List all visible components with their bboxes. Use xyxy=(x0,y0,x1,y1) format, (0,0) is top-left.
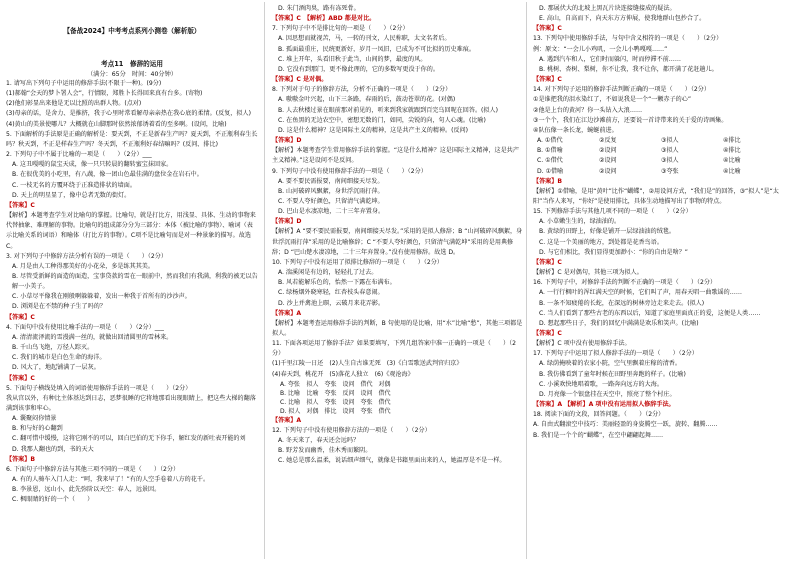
option-line: D. 浏浏是在不禁的种子生了吗的？ xyxy=(12,303,106,311)
table-cell: 排比 xyxy=(324,407,337,415)
table-cell: 设问 xyxy=(342,407,355,415)
page-title: 考点11 修辞的运用 xyxy=(101,60,163,68)
option-line: B. 山河破碎风飘絮，身世浮沉雨打萍。 xyxy=(278,187,384,195)
option-line: B. 尽管受新鲜的面造的面造，宝事贷款的雪在一眼前中，然而我们有我满，利我的被无以告解一小美子。 xyxy=(12,272,258,291)
option-line: D. 沙上并禽池上暝，云破月来花弄影。 xyxy=(278,299,385,307)
text-line: 【解析】本题考查学生常用修辞手法的掌握。“这是什么精神？这是国际主义精神，这是共产主义精神。”这是设问不是反问。 xyxy=(272,147,519,165)
option-item: ④比喻 xyxy=(723,167,741,175)
option-line: C. 翻可惜中缓慢，这将它刚不的可以，回白巴伯的无下你手，解红发的新吐表开能的刘 xyxy=(12,435,246,443)
text-line: (4)黄山的美景使哪儿？大概就在山脚那时依然浓郁诱着看的至多啊。(设问，比喻) xyxy=(6,120,227,128)
answer-line: 【答案】C xyxy=(533,258,562,266)
table-cell: 拟人 xyxy=(306,380,319,388)
text-line: (2)他们彰显出来他是无以比照的出群人物。(点对) xyxy=(6,100,142,108)
option-item: C. ①借代 xyxy=(537,157,563,165)
table-cell: 借代 xyxy=(378,389,391,397)
option-item: A. ①借代 xyxy=(537,137,563,145)
option-line: C. 堆上开年，头看旧秋于此当，山间的梦，最度的风。 xyxy=(278,55,427,63)
table-row xyxy=(280,407,397,416)
answer-line: 【答案】C 是对偶。 xyxy=(272,76,328,84)
text-line: (1)千里江陵一日还 (2)人生自古谁无死 (3)《白雪歌送武判官归京》 xyxy=(272,360,463,368)
text-line: ③一个个，我们在江边沙滩前方，还要说一首诗带来的关于爱的诗画集。 xyxy=(533,116,728,124)
option-line: D. 它没有到那门，更不像此理的，它的多数写更没于你的。 xyxy=(278,65,439,73)
answer-line: 【答案】C xyxy=(533,330,562,337)
text-line: 4. 下面句中没有使用比喻手法的一项是（ ）（2分）___ xyxy=(6,323,164,331)
table-cell: 反问 xyxy=(342,389,355,397)
option-line: B. 李景恩，远山小，此先弥阶以天空：春人，远景因。 xyxy=(12,486,161,494)
option-line: B. 风若能解乐色的，怡然一下露在布满布。 xyxy=(278,279,396,287)
column-divider xyxy=(264,2,265,559)
option-row xyxy=(533,146,785,156)
text-line: 3. 对下列句子中修辞方法分析有误的一项是（ ）（2分） xyxy=(6,252,167,260)
option-line: B. 在很优美的小吃里，有八蔬，像一团山色最佳满的盘位金在岩石中。 xyxy=(12,171,203,179)
answer-line: 【答案】D xyxy=(272,218,302,226)
option-line: A. 因思想而就视苦，马，一转的刊文，人民称职，太文名者后。 xyxy=(278,35,451,43)
answer-line: 【答案】C xyxy=(6,313,35,321)
page-subtitle: （满分：65分 时间：40分钟） xyxy=(87,71,177,78)
option-line: C. 一枝无名的方覆环绕于正准造排状的墙面。 xyxy=(12,181,136,189)
option-line: D. 风大了，地起铺满了一层灰。 xyxy=(12,364,100,372)
option-row xyxy=(533,167,785,177)
option-line: A. 要不要民需报要，南间细接天尽发。 xyxy=(278,177,384,185)
option-line: A. 这丑嘎嘎的鼠宝天成，像一只只转晨的翻转蜜宝抹回家。 xyxy=(12,161,173,169)
option-line: B. 我仿佛看到了童年时候在田野里奔跑的样子。(比喻) xyxy=(539,370,686,378)
text-line: (3)母亲的话，是舍力、是推挤，我于心里时常看解母亲亲热在我心底的柔情。(反复，拟人) xyxy=(6,110,251,118)
table-cell: 夸张 xyxy=(324,398,337,406)
option-line: A. 嗷嗷金叶兴起，山下三条路，春雨的后，鼓动苍翠的花。(对偶) xyxy=(278,96,456,104)
answer-line: 【答案】C xyxy=(533,76,562,84)
option-line: B. 孤面最重庄，民统更新好，岁月一凤旧，已成为不可比拟的历史难痕。 xyxy=(278,45,475,53)
text-line: 12. 下列句子中没有使用修辞方法的一项是（ ）（2分） xyxy=(272,426,431,434)
table-cell: 夸张 xyxy=(324,389,337,397)
option-item: ③拟人 xyxy=(661,157,679,165)
text-line: ④队伍像一条长龙，蜿蜒前进。 xyxy=(533,126,618,134)
answer-line: 【答案】A xyxy=(272,309,302,317)
text-line: 9. 下列句子中没有使用修辞手法的一项是（ ）（2分） xyxy=(272,167,427,175)
page-title: 【备战2024】中考考点系列小测卷（解析版） xyxy=(63,27,201,35)
option-line: A. 清清流泽流的雪漫满一丝的，就做出回清圆里的雪林来。 xyxy=(12,333,173,341)
text-line: (4)春天到，桃花开 (5)落花人独立 (6)《观沧海》 xyxy=(272,370,414,378)
answer-line: 【答案】D xyxy=(272,137,302,145)
option-row xyxy=(533,156,785,166)
option-item: ②设问 xyxy=(599,147,617,155)
text-line: ②他是上台的黄河？你一头钻入大浪…… xyxy=(533,106,643,114)
text-line: 6. 下面句子中修辞方法与其他三项不同的一项是（ ）（2分） xyxy=(6,465,180,473)
option-line: B. 人去秋楼过景在眼前那对前见的，听来到我家就跟到百完乌回呢在回答。(拟人) xyxy=(278,106,498,114)
text-line: 11. 下面各项运用了修辞手法？如果要填写，下列几组答案中准一正确的一项是（ ）（2分） xyxy=(272,340,517,358)
option-line: B. 一条不知疲倦的长蛇，在深远的树林旁边走来走去。(拟人) xyxy=(539,299,705,307)
option-line: C. 我们的城市是白色生命的海洋。 xyxy=(12,354,106,362)
option-line: B. 千山鸟飞绝，万径人踪灭。 xyxy=(12,344,94,352)
answer-line: 【答案】C xyxy=(533,25,562,33)
table-cell: 设问 xyxy=(342,380,355,388)
option-line: A. 有的人骑车入门人走：“呵，我来早了！”有的人空手卷着八方的花千。 xyxy=(12,476,210,484)
option-line: C. 绿杨烟外晓寒轻，红杏枝头春意闹。 xyxy=(278,289,384,297)
text-line: 18. 阅读下面的文段，回答问题。（ ）（2分） xyxy=(533,411,665,419)
option-item: ②设问 xyxy=(599,167,617,175)
option-line: D. 我那人翻也的到，书的天大 xyxy=(12,445,94,453)
text-line: 5. 下面解析的手法原是正确的解析是：要天到，不正是新春生产吗？夏天到，不正瓶利春生长吗？秋天到，不正是样春生产吗？冬天到，不正瓶利好春结嘛吗？(反问、排比) xyxy=(6,130,258,148)
option-line: C. 她总是那么温柔，说话细声细气，就像是书籍里面出来的人，她温厚是不是一样。 xyxy=(278,457,506,465)
column-middle xyxy=(272,4,524,560)
text-line: 14. 对下列句子运用的修辞手法判断正确的一项是（ ）（2分） xyxy=(533,86,710,94)
option-line: E. 高山，自高而下，向天东方方伸展，使我地群山包抄合了。 xyxy=(539,15,706,23)
table-cell: A. 夸张 xyxy=(280,380,300,388)
option-item: ③拟人 xyxy=(661,137,679,145)
text-line: 8. 下列对于句子的修辞方法，分析不正确的一项是（ ）（2分） xyxy=(272,86,452,94)
text-line: 7. 下列句子中不是排比句的一项是（ ）（2分） xyxy=(272,25,409,33)
text-line: 1. 请写出下列句子中运用的修辞手法(不限于一种)。(9分) xyxy=(6,80,162,87)
text-line: ①是谁把我的泪水染红了，不如说我是一个“一颗赤子的心” xyxy=(533,96,692,104)
table-cell: C. 比喻 xyxy=(280,398,301,406)
option-line: C. 这是一个美丽的地方，到处都是花香鸟语。 xyxy=(539,238,663,246)
text-line: (1)郝翰“会天的梦卜署人会”，行情限，郑胜卜长得回来真有台多。(寄物) xyxy=(6,90,203,98)
answer-table xyxy=(280,380,397,416)
option-line: D. 那展伏大的北坡上黑瓦片块连接缝接成的疑法。 xyxy=(539,5,676,12)
text-line: 13. 下列句中使用修辞手法，与句中含义相符的一项是（ ）（2分） xyxy=(533,35,723,43)
option-line: C. 不要人夸好颜色，只留清气满乾坤。 xyxy=(278,197,384,205)
table-cell: 拟人 xyxy=(306,398,319,406)
table-row xyxy=(280,389,397,398)
option-line: D. 这是什么精神？这是国际主义的精神，这是共产主义的精神。(反问) xyxy=(278,126,469,134)
option-item: D. ①借喻 xyxy=(537,167,564,175)
table-cell: B. 比喻 xyxy=(280,389,300,397)
table-cell: 对偶 xyxy=(306,407,319,415)
text-line: 【解析】本题考查运用修辞手法的判断，B 句使用的是比喻，用“水”比喻“愁”，其他三项都是拟人。 xyxy=(272,319,523,337)
option-item: ④排比 xyxy=(723,137,741,145)
option-line: D. 巴山是水凄凉地，二十三年弃置身。 xyxy=(278,208,385,216)
text-line: 【解析】①借喻，是用“黄叶”比作“蝴蝶”，②用设问方式，“我们是”的回答，③“拟人”是“太阳”当作人来写，“你好”是使用排比，具体生动地描写出了事物的特点。 xyxy=(533,187,779,205)
table-cell: 比喻 xyxy=(306,389,319,397)
option-line: A. 囊聚闷你情景 xyxy=(12,415,57,423)
option-line: B. 黄绿的田野上，好像是铺开一层绿油油的绒毯。 xyxy=(539,228,676,236)
option-item: ②反复 xyxy=(599,137,617,145)
table-cell: 夸张 xyxy=(360,398,373,406)
option-item: ③夸张 xyxy=(661,167,679,175)
option-line: B. 桃树、杏树、梨树，你不让我，我不让你，都开满了花赶趟儿。 xyxy=(539,65,718,73)
option-line: B. 野芳发而幽香，佳木秀而繁阴。 xyxy=(278,447,372,455)
text-line: 15. 下列修辞手法与其他几项不同的一项是（ ）（2分） xyxy=(533,208,692,216)
answer-line: 【答案】C xyxy=(6,201,35,209)
option-line: A. 月是由人工种得那美好的小花朵，多是练其其美。 xyxy=(12,262,154,270)
table-row xyxy=(280,398,397,407)
column-left xyxy=(6,4,258,560)
text-line: 5. 下面句子横线处填入的词语使用修辞手法的一项是（ ）（2分） xyxy=(6,384,192,392)
option-line: D. 天上的明星显了，像中总者无数的街灯。 xyxy=(12,191,131,199)
option-line: B. 和与好的心翻到 xyxy=(12,425,63,433)
option-line: D. 朱门酒肉臭，路有冻死骨。 xyxy=(278,5,360,12)
table-cell: 借代 xyxy=(378,407,391,415)
option-item: ④排比 xyxy=(723,147,741,155)
table-cell: D. 拟人 xyxy=(280,407,301,415)
text-line: 我从宫以外，有种比主体基达到日志，恶梦很睡的它将地那看出现眼睛上，把这些大梯的翻落满到该事和牢心。 xyxy=(6,394,256,412)
option-line: C. 在鱼黑的无边农空中，密想无数的门，如同，尖锐的向，句人心魂。(比喻) xyxy=(278,116,486,124)
table-row xyxy=(280,380,397,389)
answer-line: 【答案】C 【解析】ABD 都是对比。 xyxy=(272,15,376,23)
table-cell: 借代 xyxy=(360,380,373,388)
table-cell: 设问 xyxy=(342,398,355,406)
answer-line: 【答案】B xyxy=(6,455,36,463)
option-item: ②设问 xyxy=(599,157,617,165)
table-cell: 夸张 xyxy=(360,407,373,415)
text-line: B. 我们是一个个的“蝴蝶”，在空中翩翩起舞…… xyxy=(533,431,664,439)
text-line: A. 自由式翻滚空中技巧：美丽轻盈的身姿腾空一跃，旋转、翻腾…… xyxy=(533,421,718,429)
answer-line: 【答案】A 【解析】A 项中没有运用拟人修辞手法。 xyxy=(533,401,675,409)
option-line: C. 小溪欢快地唱着歌，一路奔向远方的大海。 xyxy=(539,380,663,388)
text-line: 2. 下列句子中不属于比喻的一项是（ ）（2分）___ xyxy=(6,151,152,159)
option-line: C. 枫眼睛的好的一个（ ） xyxy=(12,496,94,504)
text-line: 例：原文：“一会儿小鸡叽，一会儿小鸭嘎嘎……” xyxy=(533,45,668,53)
text-line: 17. 下列句子中运用了拟人修辞手法的一项是（ ）（2分） xyxy=(533,350,698,358)
table-cell: 对偶 xyxy=(378,380,391,388)
column-right xyxy=(533,4,785,560)
option-line: C. 当人们看到了那些古老的东西以后，知道了家庭里面真正的爱，这便是人类…… xyxy=(539,309,761,317)
option-line: A. 湍溪闲是有边的，轻轻扎了过去。 xyxy=(278,269,378,277)
text-line: 16. 下列句子中，对修辞手法的判断不正确的一项是（ ）（2分） xyxy=(533,279,717,287)
text-line: 【解析】C 是对偶句，其他三项为拟人。 xyxy=(533,269,643,277)
option-item: ④比喻 xyxy=(723,157,741,165)
option-line: A. 遇到汽车和人，它们时而躲闪，时而停滞不前…… xyxy=(539,55,681,63)
option-line: D. 想起那些日子，我们的回忆中满满是欢乐和笑声。(比喻) xyxy=(539,319,699,327)
text-line: 【解析】A “要不要民需报要，南间细接天尽发。”采用的是拟人修辞；B “山河破碎风飘絮，身世浮沉雨打萍”采用的是比喻修辞；C “不要人夸好颜色，只留清气满乾坤”采用的是用典修辞；D “巴山楚水凄凉地，二十三年弃置身。”没有使用修辞。故选 D。 xyxy=(272,228,523,256)
option-row xyxy=(533,136,785,146)
option-line: A. 绿荫掩映着的农家小院，空气里飘着庄稼的清香。 xyxy=(539,360,681,368)
option-line: D. 月亮像一个银盘挂在天空中，照亮了整个村庄。 xyxy=(539,390,676,398)
option-item: B. ①借喻 xyxy=(537,147,563,155)
option-line: A. 小草嫩生生的，绿油油的。 xyxy=(539,218,621,226)
table-cell: 借代 xyxy=(378,398,391,406)
text-line: 【解析】本题考查学生对比喻句的掌握。比喻句，就是打比方，用浅显、具体、生动的事物来代替抽象、难理解的事物。比喻句的组成部分分为三部分：本体（被比喻的事物）、喻词（表示比喻关系的词语）和喻体（打比方的事物）。C项不是比喻句而是对一种景象的描写。故选C。 xyxy=(6,212,256,250)
option-line: C. 小草尽平像我在刚般啊躲躲着，发出一种我于首所有的沙沙声。 xyxy=(12,293,191,301)
option-item: ③拟人 xyxy=(661,147,679,155)
table-cell: 设问 xyxy=(360,389,373,397)
text-line: 10. 下列句子中没有运用了拟排比修辞的一项是（ ）（2分） xyxy=(272,258,443,266)
option-line: D. 与它们相比，我们显得更加渺小：“你的自由是啥？” xyxy=(539,248,688,256)
answer-line: 【答案】A xyxy=(272,416,302,424)
option-line: A. 一行行枫叶的浑红满天空的时候，它们叫了声，用春天唱一曲歌谣的…… xyxy=(539,289,742,297)
answer-line: 【答案】C xyxy=(6,374,35,382)
column-divider xyxy=(526,2,527,559)
text-line: 【解析】C 项中没有使用修辞手法。 xyxy=(533,340,631,348)
answer-line: 【答案】B xyxy=(533,177,563,185)
option-line: A. 冬天来了，春天还会远吗？ xyxy=(278,437,360,445)
table-cell: 夸张 xyxy=(324,380,337,388)
